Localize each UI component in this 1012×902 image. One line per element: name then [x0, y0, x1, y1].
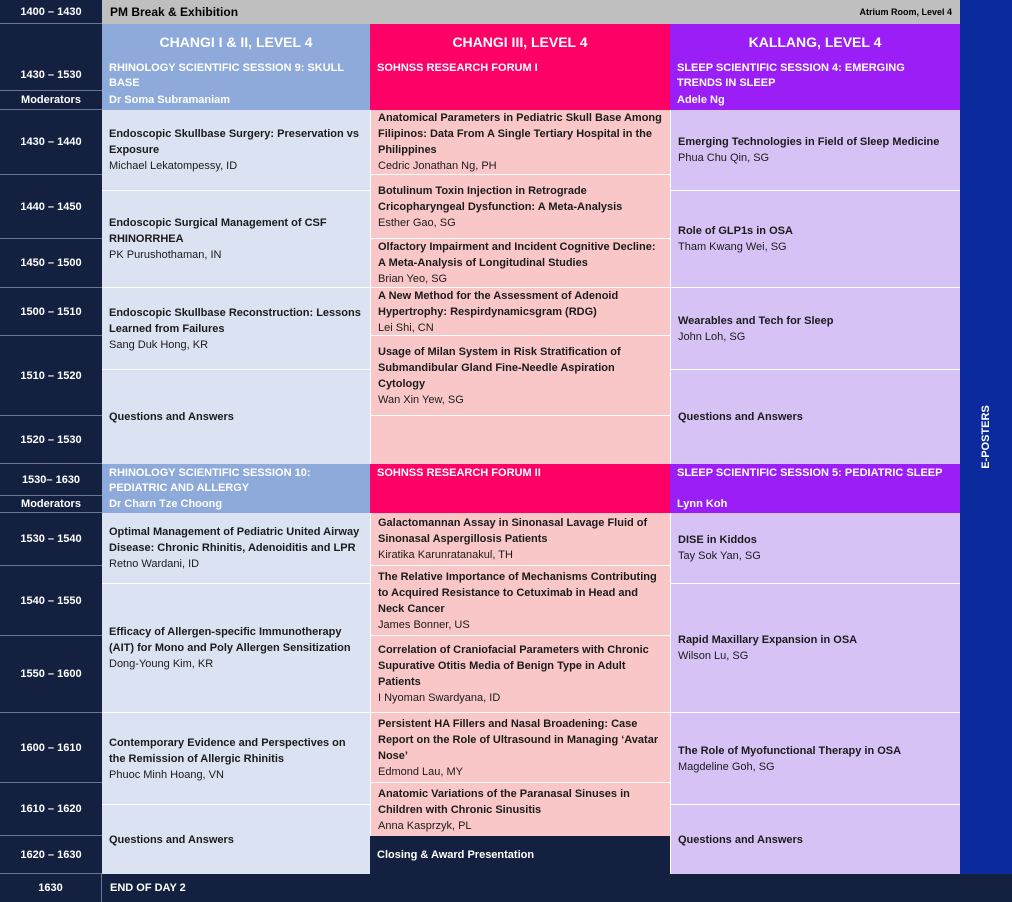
talk-kallang	[670, 805, 960, 874]
talk-title: Wearables and Tech for Sleep	[678, 314, 834, 327]
talk-kallang	[670, 370, 960, 464]
time-cell: 1620 – 1630	[0, 836, 102, 874]
moderator-kallang-block1: Adele Ng	[670, 91, 960, 110]
talk-changi-3	[370, 336, 670, 416]
talk-changi-12	[102, 805, 370, 874]
time-cell-end: 1630	[0, 874, 102, 902]
talk-changi-3	[370, 513, 670, 566]
talk-title: Endoscopic Surgical Management of CSF RHINORRHEA	[109, 217, 327, 245]
talk-changi-12	[102, 584, 370, 713]
talk-title: Role of GLP1s in OSA	[678, 225, 793, 237]
room-header-changi-12: CHANGI I & II, LEVEL 4	[102, 24, 370, 59]
talk-title: Usage of Milan System in Risk Stratification of Submandibular Gland Fine-Needle Aspiration Cytology	[378, 345, 621, 390]
talk-changi-12	[102, 110, 370, 191]
talk-speaker: Magdeline Goh, SG	[678, 760, 775, 773]
time-cell: 1520 – 1530	[0, 416, 102, 464]
talk-speaker: Michael Lekatompessy, ID	[109, 160, 238, 172]
time-cell: 1550 – 1600	[0, 636, 102, 713]
talk-title: Rapid Maxillary Expansion in OSA	[678, 634, 858, 646]
talk-title: Anatomic Variations of the Paranasal Sinuses in Children with Chronic Sinusitis	[378, 787, 630, 816]
talk-speaker: PK Purushothaman, IN	[109, 249, 222, 261]
time-cell: Moderators	[0, 91, 102, 110]
talk-kallang	[670, 110, 960, 191]
talk-title: Olfactory Impairment and Incident Cognitive Decline: A Meta-Analysis of Longitudinal Studies	[378, 241, 656, 269]
time-cell: 1500 – 1510	[0, 288, 102, 336]
talk-changi-12	[102, 288, 370, 370]
moderator-kallang-block2: Lynn Koh	[670, 496, 960, 513]
talk-title: A New Method for the Assessment of Adenoid Hypertrophy: Respirdynamicsgram (RDG)	[378, 289, 619, 318]
talk-changi-3	[370, 636, 670, 713]
talk-kallang	[670, 288, 960, 370]
talk-title: The Relative Importance of Mechanisms Contributing to Acquired Resistance to Cetuximab in Head and Neck Cancer	[378, 570, 657, 615]
moderator-changi-3-block1	[370, 91, 670, 110]
talk-title: Questions and Answers	[109, 833, 234, 846]
time-cell-break: 1400 – 1430	[0, 0, 102, 24]
talk-title: DISE in Kiddos	[678, 534, 757, 546]
eposters-label: E-POSTERS	[980, 405, 992, 469]
talk-changi-3	[370, 239, 670, 288]
talk-title: Endoscopic Skullbase Surgery: Preservation vs Exposure	[109, 128, 360, 156]
talk-kallang	[670, 713, 960, 805]
time-cell: 1450 – 1500	[0, 239, 102, 288]
talk-changi-12	[102, 513, 370, 584]
session-title-changi-12-block1: RHINOLOGY SCIENTIFIC SESSION 9: SKULL BASE	[102, 59, 370, 91]
talk-title: Correlation of Craniofacial Parameters with Chronic Supurative Otitis Media of Benign Type in Adult Patients	[378, 644, 649, 688]
talk-speaker: Tham Kwang Wei, SG	[678, 241, 787, 253]
session-title-changi-12-block2: RHINOLOGY SCIENTIFIC SESSION 10: PEDIATRIC AND ALLERGY	[102, 464, 370, 496]
talk-speaker: Cedric Jonathan Ng, PH	[378, 160, 497, 172]
break-location: Atrium Room, Level 4	[859, 7, 952, 17]
time-cell: 1530 – 1540	[0, 513, 102, 566]
talk-speaker: Kiratika Karunratanakul, TH	[378, 549, 513, 561]
talk-title: Questions and Answers	[678, 833, 803, 846]
break-row	[102, 0, 960, 24]
talk-speaker: Wilson Lu, SG	[678, 650, 749, 662]
time-cell-blank	[0, 24, 102, 59]
talk-title: Questions and Answers	[678, 411, 803, 423]
talk-speaker: Lei Shi, CN	[378, 321, 434, 334]
talk-changi-3	[370, 175, 670, 239]
talk-title: Emerging Technologies in Field of Sleep Medicine	[678, 136, 940, 148]
talk-title: Galactomannan Assay in Sinonasal Lavage Fluid of Sinonasal Aspergillosis Patients	[378, 517, 648, 545]
session-title-changi-3-block2: SOHNSS RESEARCH FORUM II	[370, 464, 670, 496]
talk-speaker: Tay Sok Yan, SG	[678, 550, 761, 562]
talk-title: Persistent HA Fillers and Nasal Broadening: Case Report on the Role of Ultrasound in Managing ‘Avatar Nose’	[378, 717, 659, 762]
session-title-changi-3-block1: SOHNSS RESEARCH FORUM I	[370, 59, 670, 91]
talk-changi-12	[102, 191, 370, 288]
talk-changi-3	[370, 288, 670, 336]
session-title-kallang-block1: SLEEP SCIENTIFIC SESSION 4: EMERGING TRENDS IN SLEEP	[670, 59, 960, 91]
talk-changi-12	[102, 370, 370, 464]
talk-speaker: Sang Duk Hong, KR	[109, 338, 209, 351]
moderator-changi-12-block1: Dr Soma Subramaniam	[102, 91, 370, 110]
talk-kallang	[670, 584, 960, 713]
end-of-day-row: END OF DAY 2	[102, 874, 1012, 902]
time-cell: 1540 – 1550	[0, 566, 102, 636]
talk-title: Endoscopic Skullbase Reconstruction: Lessons Learned from Failures	[109, 306, 361, 335]
talk-speaker: Brian Yeo, SG	[378, 273, 448, 285]
talk-speaker: Phua Chu Qin, SG	[678, 152, 770, 164]
talk-changi-12	[102, 713, 370, 805]
talk-title: Optimal Management of Pediatric United Airway Disease: Chronic Rhinitis, Adenoiditis and LPR	[109, 526, 360, 554]
closing-award-cell	[370, 836, 670, 874]
time-cell: 1430 – 1440	[0, 110, 102, 175]
talk-speaker: John Loh, SG	[678, 330, 746, 343]
time-cell: 1610 – 1620	[0, 783, 102, 836]
talk-speaker: Esther Gao, SG	[378, 216, 456, 229]
talk-changi-3	[370, 713, 670, 783]
talk-kallang	[670, 513, 960, 584]
talk-kallang	[670, 191, 960, 288]
talk-changi-3	[370, 110, 670, 175]
time-cell: 1440 – 1450	[0, 175, 102, 239]
eposters-bar	[960, 0, 1012, 874]
talk-title: The Role of Myofunctional Therapy in OSA	[678, 744, 902, 757]
talk-title: Contemporary Evidence and Perspectives on the Remission of Allergic Rhinitis	[109, 736, 346, 765]
talk-title: Questions and Answers	[109, 411, 234, 423]
time-cell: 1600 – 1610	[0, 713, 102, 783]
talk-title: Botulinum Toxin Injection in Retrograde Cricopharyngeal Dysfunction: A Meta-Analysis	[378, 184, 623, 213]
talk-speaker: James Bonner, US	[378, 618, 470, 631]
talk-speaker: Phuoc Minh Hoang, VN	[109, 768, 224, 781]
talk-title: Closing & Award Presentation	[377, 849, 535, 861]
room-header-kallang: KALLANG, LEVEL 4	[670, 24, 960, 59]
talk-speaker: Retno Wardani, ID	[109, 558, 200, 570]
session-title-kallang-block2: SLEEP SCIENTIFIC SESSION 5: PEDIATRIC SLEEP	[670, 464, 960, 496]
talk-speaker: Dong-Young Kim, KR	[109, 658, 214, 670]
talk-speaker: Anna Kasprzyk, PL	[378, 819, 472, 832]
talk-title: Anatomical Parameters in Pediatric Skull Base Among Filipinos: Data From A Single Tertiary Hospital in the Philippines	[378, 112, 662, 156]
room-header-changi-3: CHANGI III, LEVEL 4	[370, 24, 670, 59]
talk-speaker: I Nyoman Swardyana, ID	[378, 692, 501, 704]
talk-speaker: Wan Xin Yew, SG	[378, 393, 464, 406]
talk-changi-3	[370, 783, 670, 836]
empty-cell-changi-3	[370, 416, 670, 464]
time-cell: 1530– 1630	[0, 464, 102, 496]
moderator-changi-12-block2: Dr Charn Tze Choong	[102, 496, 370, 513]
talk-speaker: Edmond Lau, MY	[378, 765, 463, 778]
time-cell: 1510 – 1520	[0, 336, 102, 416]
talk-title: Efficacy of Allergen-specific Immunotherapy (AIT) for Mono and Poly Allergen Sensitization	[109, 626, 351, 654]
break-label: PM Break & Exhibition	[110, 5, 239, 19]
moderator-changi-3-block2	[370, 496, 670, 513]
time-cell: 1430 – 1530	[0, 59, 102, 91]
time-cell: Moderators	[0, 496, 102, 513]
talk-changi-3	[370, 566, 670, 636]
